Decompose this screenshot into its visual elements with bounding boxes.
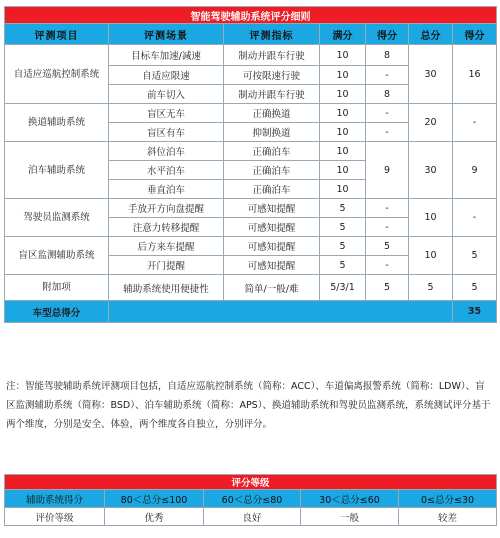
group-parking: 泊车辅助系统 — [5, 142, 109, 199]
group-extra: 附加项 — [5, 275, 109, 301]
group-total-full: 30 — [409, 45, 453, 104]
scene-cell: 斜位泊车 — [109, 142, 224, 161]
full-cell: 5/3/1 — [320, 275, 366, 301]
scene-cell: 目标车加速/减速 — [109, 45, 224, 66]
group-bsd: 盲区监测辅助系统 — [5, 237, 109, 275]
score-cell: 8 — [366, 85, 409, 104]
grade-title: 评分等级 — [5, 475, 497, 490]
indicator-cell: 可按限速行驶 — [224, 66, 320, 85]
indicator-cell: 可感知提醒 — [224, 199, 320, 218]
grade-header-label: 辅助系统得分 — [5, 490, 105, 508]
indicator-cell: 正确泊车 — [224, 161, 320, 180]
group-total-full: 10 — [409, 237, 453, 275]
total-value: 35 — [453, 301, 497, 323]
grade-range: 60＜总分≤80 — [204, 490, 301, 508]
grade-level: 良好 — [204, 508, 301, 526]
group-total-full: 20 — [409, 104, 453, 142]
indicator-cell: 正确换道 — [224, 104, 320, 123]
full-cell: 5 — [320, 256, 366, 275]
note-text: 注：智能驾驶辅助系统评测项目包括，自适应巡航控制系统（简称：ACC）、车道偏离报警系统（简称：LDW）、盲区监测辅助系统（简称：BSD）、泊车辅助系统（简称：APS）、换道辅助系统和驾驶员监测系统，系统测试评分基于两个维度，分别是安全、体验，两个维度各自独立，分别评分。 — [6, 381, 491, 430]
indicator-cell: 可感知提醒 — [224, 218, 320, 237]
group-total-full: 30 — [409, 142, 453, 199]
group-total-full: 5 — [409, 275, 453, 301]
group-total-score: 9 — [453, 142, 497, 199]
full-cell: 10 — [320, 66, 366, 85]
indicator-cell: 可感知提醒 — [224, 256, 320, 275]
scoring-table — [4, 6, 497, 323]
full-cell: 10 — [320, 123, 366, 142]
scene-cell: 辅助系统使用便捷性 — [109, 275, 224, 301]
full-cell: 5 — [320, 218, 366, 237]
score-cell: - — [366, 123, 409, 142]
grade-range: 80＜总分≤100 — [105, 490, 204, 508]
header-item: 评测项目 — [5, 24, 109, 45]
indicator-cell: 可感知提醒 — [224, 237, 320, 256]
indicator-cell: 抑制换道 — [224, 123, 320, 142]
grade-range: 0≤总分≤30 — [399, 490, 497, 508]
table-title: 智能驾驶辅助系统评分细则 — [5, 7, 497, 24]
scene-cell: 水平泊车 — [109, 161, 224, 180]
scene-cell: 自适应限速 — [109, 66, 224, 85]
scene-cell: 后方来车提醒 — [109, 237, 224, 256]
scene-cell: 盲区无车 — [109, 104, 224, 123]
full-cell: 5 — [320, 199, 366, 218]
indicator-cell: 正确泊车 — [224, 142, 320, 161]
grade-level: 较差 — [399, 508, 497, 526]
indicator-cell: 制动并跟车行驶 — [224, 85, 320, 104]
group-total-score: - — [453, 199, 497, 237]
total-spacer — [109, 301, 453, 323]
score-cell: - — [366, 104, 409, 123]
scene-cell: 盲区有车 — [109, 123, 224, 142]
score-cell: 9 — [366, 142, 409, 199]
indicator-cell: 正确泊车 — [224, 180, 320, 199]
grade-level: 优秀 — [105, 508, 204, 526]
scene-cell: 手放开方向盘提醒 — [109, 199, 224, 218]
indicator-cell: 制动并跟车行驶 — [224, 45, 320, 66]
group-total-score: 16 — [453, 45, 497, 104]
header-scene: 评测场景 — [109, 24, 224, 45]
full-cell: 10 — [320, 161, 366, 180]
grade-range: 30＜总分≤60 — [301, 490, 399, 508]
scene-cell: 前车切入 — [109, 85, 224, 104]
group-lane-change: 换道辅助系统 — [5, 104, 109, 142]
header-indicator: 评测指标 — [224, 24, 320, 45]
header-total-full: 总分 — [409, 24, 453, 45]
group-acc: 自适应巡航控制系统 — [5, 45, 109, 104]
grade-level: 一般 — [301, 508, 399, 526]
full-cell: 5 — [320, 237, 366, 256]
full-cell: 10 — [320, 45, 366, 66]
total-label: 车型总得分 — [5, 301, 109, 323]
header-total-score: 得分 — [453, 24, 497, 45]
header-full: 满分 — [320, 24, 366, 45]
full-cell: 10 — [320, 142, 366, 161]
scene-cell: 垂直泊车 — [109, 180, 224, 199]
full-cell: 10 — [320, 180, 366, 199]
scene-cell: 开门提醒 — [109, 256, 224, 275]
full-cell: 10 — [320, 104, 366, 123]
group-total-full: 10 — [409, 199, 453, 237]
grade-table — [4, 474, 497, 526]
header-score: 得分 — [366, 24, 409, 45]
score-cell: 5 — [366, 237, 409, 256]
score-cell: - — [366, 218, 409, 237]
group-total-score: - — [453, 104, 497, 142]
score-cell: - — [366, 256, 409, 275]
scene-cell: 注意力转移提醒 — [109, 218, 224, 237]
indicator-cell: 简单/一般/难 — [224, 275, 320, 301]
group-total-score: 5 — [453, 237, 497, 275]
score-cell: 8 — [366, 45, 409, 66]
score-cell: - — [366, 66, 409, 85]
group-total-score: 5 — [453, 275, 497, 301]
group-driver-monitor: 驾驶员监测系统 — [5, 199, 109, 237]
grade-level-label: 评价等级 — [5, 508, 105, 526]
score-cell: - — [366, 199, 409, 218]
full-cell: 10 — [320, 85, 366, 104]
score-cell: 5 — [366, 275, 409, 301]
